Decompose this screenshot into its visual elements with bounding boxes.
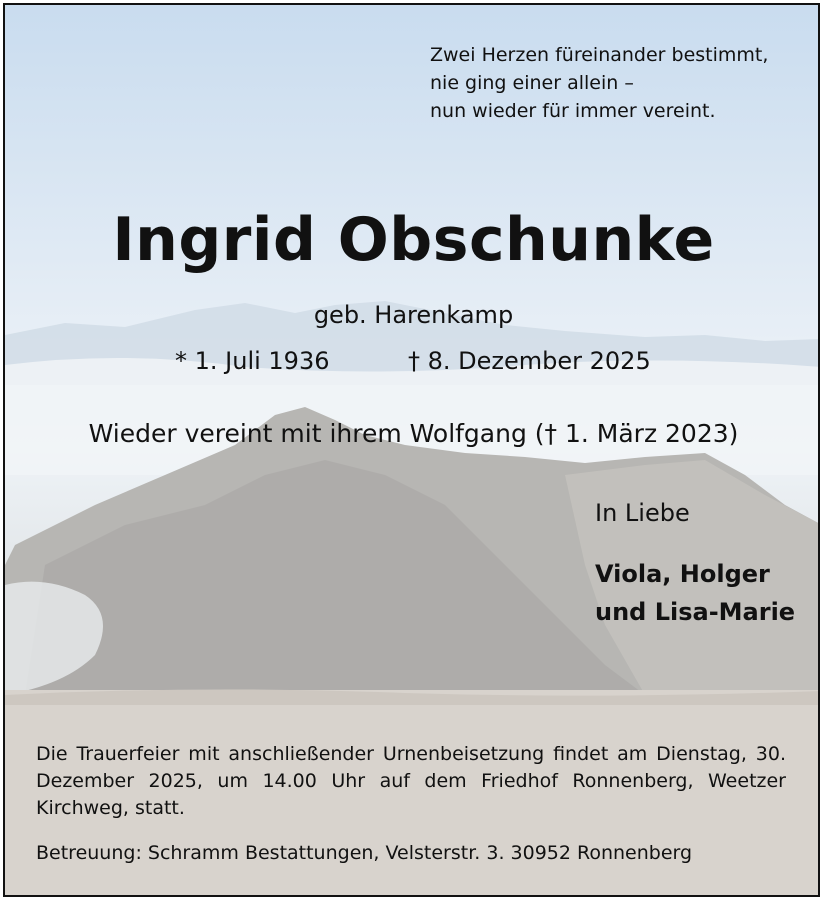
poem	[430, 41, 768, 125]
signers	[595, 555, 795, 631]
in-love-label: In Liebe	[595, 499, 690, 527]
poem-line: Zwei Herzen füreinander bestimmt,	[430, 44, 769, 66]
poem-line: nun wieder für immer vereint.	[430, 100, 716, 122]
ceremony-info: Die Trauerfeier mit anschließender Urnenbeisetzung findet am Dienstag, 30. Dezember 2025, um 14.00 Uhr auf dem Friedhof Ronnenberg, Weetzer Kirchweg, statt.	[36, 743, 786, 819]
signer-line: und Lisa-Marie	[595, 598, 796, 626]
maiden-name: geb. Harenkamp	[313, 301, 514, 329]
signer-line: Viola, Holger	[595, 560, 770, 588]
funeral-home-info: Betreuung: Schramm Bestattungen, Velsterstr. 3. 30952 Ronnenberg	[36, 842, 693, 864]
birth-date: * 1. Juli 1936	[175, 347, 330, 375]
deceased-name: Ingrid Obschunke	[112, 205, 715, 275]
obituary-notice	[3, 3, 820, 897]
death-date: † 8. Dezember 2025	[408, 347, 651, 375]
reunited-line: Wieder vereint mit ihrem Wolfgang († 1. März 2023)	[88, 419, 739, 448]
poem-line: nie ging einer allein –	[430, 72, 634, 94]
